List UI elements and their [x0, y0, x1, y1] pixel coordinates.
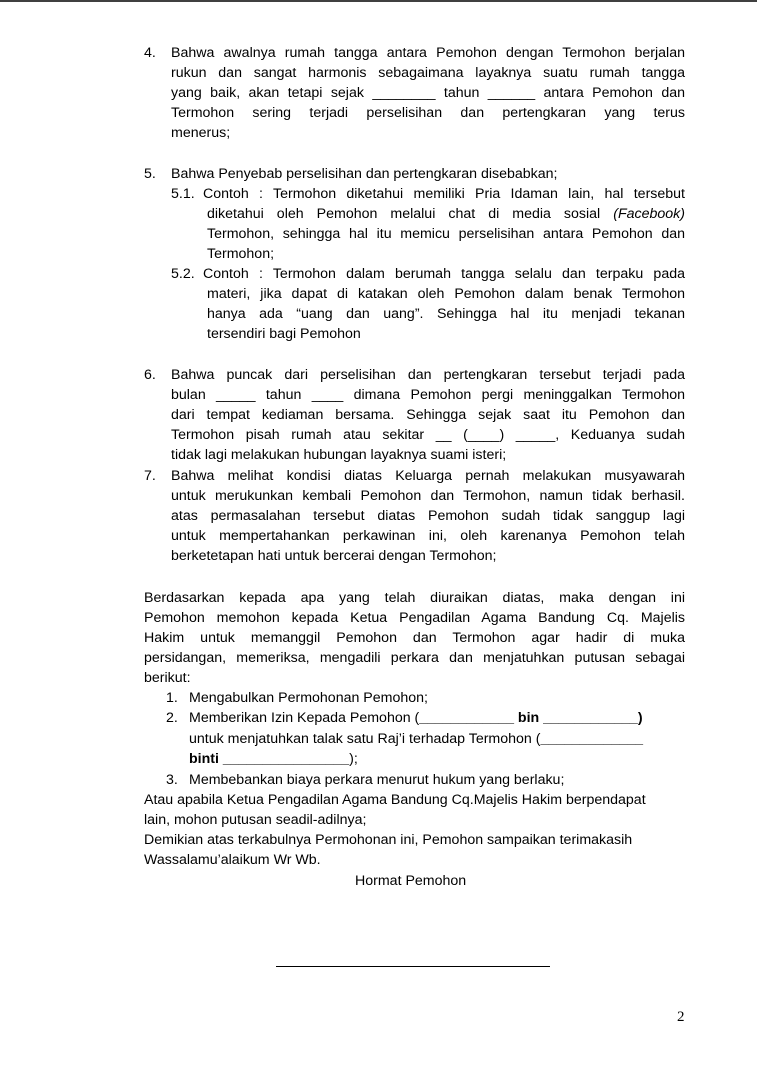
item-5-number: 5.: [144, 166, 156, 182]
item-6-line-5: tidak lagi melakukan hubungan layaknya suami isteri;: [171, 447, 507, 463]
item-5-1-line-4: Termohon;: [207, 246, 275, 262]
conclusion-line-2: Pemohon memohon kepada Ketua Pengadilan Agama Bandung Cq. Majelis: [144, 610, 685, 626]
item-5-2-number: 5.2.: [171, 266, 195, 282]
conclusion-line-1: Berdasarkan kepada apa yang telah diuraikan diatas, maka dengan ini: [144, 590, 685, 606]
item-5-2-line-1: Contoh : Termohon dalam berumah tangga selalu dan terpaku pada: [203, 266, 685, 282]
petitum-2-line-2: [189, 729, 643, 749]
closing-line-4: Wassalamu’alaikum Wr Wb.: [144, 852, 321, 868]
item-5-1-line-2-text: diketahui oleh Pemohon melalui chat di media sosial: [207, 206, 601, 222]
item-7-number: 7.: [144, 468, 156, 484]
closing-line-2: lain, mohon putusan seadil-adilnya;: [144, 812, 367, 828]
item-5-1-number: 5.1.: [171, 186, 195, 202]
conclusion-line-3: Hakim untuk memanggil Pemohon dan Termohon agar hadir di muka: [144, 630, 685, 646]
petitum-1-number: 1.: [166, 690, 178, 706]
item-7-line-1: Bahwa melihat kondisi diatas Keluarga pernah melakukan musyawarah: [171, 468, 685, 484]
item-4-number: 4.: [144, 45, 156, 61]
conclusion-line-4: persidangan, memeriksa, mengadili perkara dan menjatuhkan putusan sebagai: [144, 650, 685, 666]
item-5-1-line-2: [207, 204, 685, 224]
page-number: 2: [677, 1009, 685, 1025]
facebook-italic: (Facebook): [613, 206, 685, 222]
item-7-line-4: untuk mempertahankan perkawinan ini, oleh karenanya Pemohon telah: [171, 528, 685, 544]
item-5-2-line-4: tersendiri bagi Pemohon: [207, 326, 361, 342]
item-6-line-2: bulan _____ tahun ____ dimana Pemohon pergi meninggalkan Termohon: [171, 387, 685, 403]
petitum-2-number: 2.: [166, 710, 178, 726]
petitum-2-termohon-blank: _____________: [540, 731, 644, 747]
item-4-line-5: menerus;: [171, 125, 231, 141]
closing-line-1: Atau apabila Ketua Pengadilan Agama Bandung Cq.Majelis Hakim berpendapat: [144, 792, 646, 808]
item-4-line-4: Termohon sering terjadi perselisihan dan pertengkaran yang terus: [171, 105, 685, 121]
item-7-line-5: berketetapan hati untuk bercerai dengan Termohon;: [171, 548, 497, 564]
petitum-2-line-3-end: );: [349, 751, 358, 767]
item-5-2-line-3: hanya ada “uang dan uang”. Sehingga hal itu menjadi tekanan: [207, 306, 685, 322]
item-5-1-line-1: Contoh : Termohon diketahui memiliki Pria Idaman lain, hal tersebut: [203, 186, 685, 202]
item-7-line-2: untuk merukunkan kembali Pemohon dan Termohon, namun tidak berhasil.: [171, 488, 685, 504]
item-5-2-line-2: materi, jika dapat di katakan oleh Pemohon dalam benak Termohon: [207, 286, 685, 302]
item-6-line-4: Termohon pisah rumah atau sekitar __ (____) _____, Keduanya sudah: [171, 427, 685, 443]
item-4-line-2: rukun dan sangat harmonis sebagaimana layaknya suatu rumah tangga: [171, 65, 685, 81]
petitum-2-line-3: [189, 749, 358, 769]
petitum-2-line-1-text: Memberikan Izin Kepada Pemohon (: [189, 710, 420, 726]
item-6-number: 6.: [144, 367, 156, 383]
item-6-line-3: dari tempat kediaman bersama. Sehingga sejak saat itu Pemohon dan: [171, 407, 685, 423]
petitum-3-text: Membebankan biaya perkara menurut hukum yang berlaku;: [189, 772, 565, 788]
item-5-line-1: Bahwa Penyebab perselisihan dan pertengkaran disebabkan;: [171, 166, 558, 182]
item-6-line-1: Bahwa puncak dari perselisihan dan pertengkaran tersebut terjadi pada: [171, 367, 685, 383]
petitum-2-binti-blank: binti ________________: [189, 751, 350, 767]
petitum-2-line-1: [189, 708, 643, 728]
closing-line-3: Demikian atas terkabulnya Permohonan ini, Pemohon sampaikan terimakasih: [144, 832, 633, 848]
petitum-3-number: 3.: [166, 772, 178, 788]
petitum-2-bin-blank: ____________ bin ____________: [419, 710, 638, 726]
petitum-2-close-paren: ): [637, 710, 643, 726]
item-4-line-1: Bahwa awalnya rumah tangga antara Pemohon dengan Termohon berjalan: [171, 45, 685, 61]
signature-line: [276, 966, 550, 967]
item-5-1-line-3: Termohon, sehingga hal itu memicu perselisihan antara Pemohon dan: [207, 226, 685, 242]
conclusion-line-5: berikut:: [144, 670, 191, 686]
petitum-2-line-2-text: untuk menjatuhkan talak satu Raj’i terhadap Termohon (: [189, 731, 541, 747]
item-7-line-3: atas permasalahan tersebut diatas Pemohon sudah tidak sanggup lagi: [171, 508, 685, 524]
page-top-border: [0, 0, 757, 2]
item-4-line-3: yang baik, akan tetapi sejak ________ tahun ______ antara Pemohon dan: [171, 85, 685, 101]
petitum-1-text: Mengabulkan Permohonan Pemohon;: [189, 690, 428, 706]
regards-text: Hormat Pemohon: [355, 873, 467, 889]
